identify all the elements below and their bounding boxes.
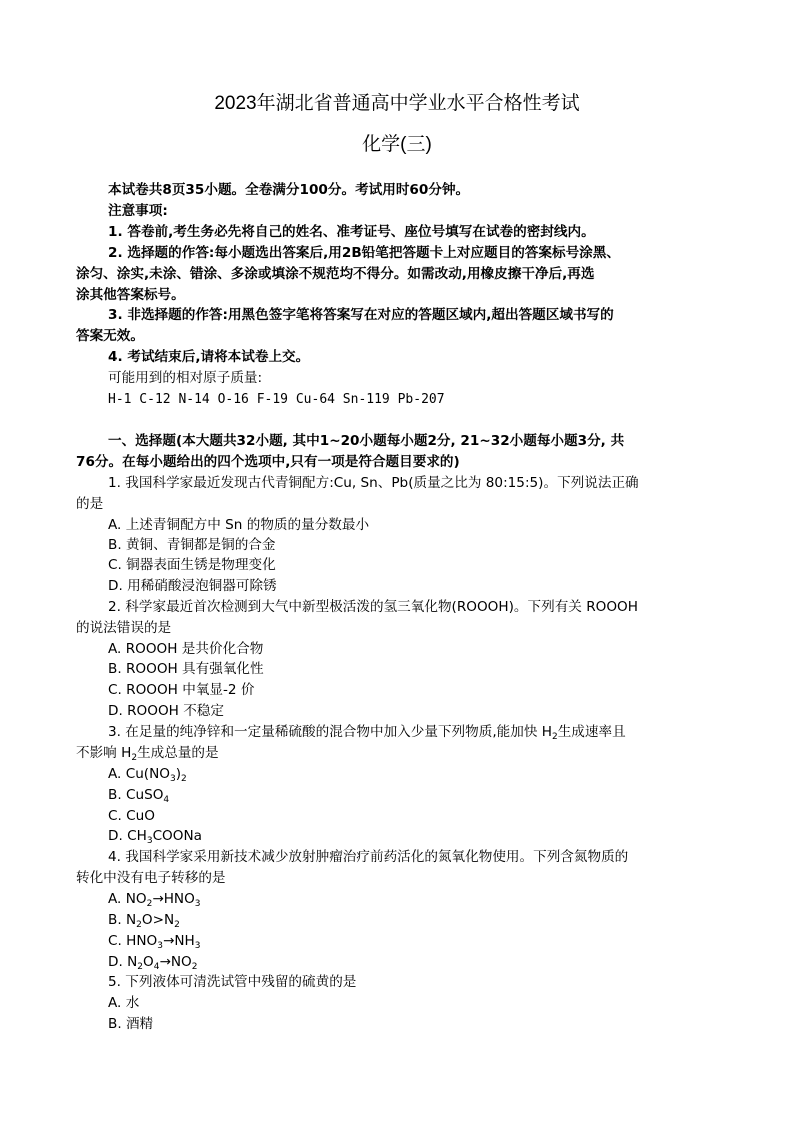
subject-title: 化学(三) — [362, 134, 432, 155]
q3-option-d: D. $CH_3COONa$ — [108, 828, 202, 846]
q4-option-c: C. $HNO_3\to NH_3$ — [108, 933, 201, 951]
q1-stem-line-1: 1. 我国科学家最近发现古代青铜配方:Cu, Sn、Pb(质量之比为 80:15:5)。下列说法正确 — [108, 475, 639, 491]
q5-stem: 5. 下列液体可清洗试管中残留的硫黄的是 — [108, 974, 357, 990]
q2-stem-line-1: 2. 科学家最近首次检测到大气中新型极活泼的氢三氧化物(ROOOH)。下列有关 ROOOH — [108, 599, 638, 615]
q3-stem-line-1: 3. 在足量的纯净锌和一定量稀硫酸的混合物中加入少量下列物质,能加快 $H_2$生成速率且 — [108, 724, 626, 742]
atomic-mass-list: H-1 C-12 N-14 O-16 F-19 Cu-64 Sn-119 Pb-207 — [108, 392, 445, 407]
q4-stem-line-1: 4. 我国科学家采用新技术减少放射肿瘤治疗前药活化的氮氧化物使用。下列含氮物质的 — [108, 849, 629, 865]
note-2-line-3: 涂其他答案标号。 — [76, 287, 185, 303]
note-2-line-1: 2. 选择题的作答:每小题选出答案后,用2B铅笔把答题卡上对应题目的答案标号涂黑、 — [108, 245, 620, 261]
q4-option-a: A. $NO_2\to HNO_3$ — [108, 891, 201, 909]
q5-option-b: B. 酒精 — [108, 1016, 154, 1032]
q3-option-c: C. CuO — [108, 808, 155, 824]
atomic-mass-heading: 可能用到的相对原子质量: — [108, 370, 263, 386]
q2-option-d: D. ROOOH 不稳定 — [108, 703, 224, 719]
note-4: 4. 考试结束后,请将本试卷上交。 — [108, 349, 310, 365]
q4-stem-line-2: 转化中没有电子转移的是 — [76, 870, 226, 886]
note-3-line-2: 答案无效。 — [76, 328, 144, 344]
note-2-line-2: 涂匀、涂实,未涂、错涂、多涂或填涂不规范均不得分。如需改动,用橡皮擦干净后,再选 — [76, 266, 595, 282]
notes-heading: 注意事项: — [108, 203, 168, 219]
section-1-heading-line-1: 一、选择题(本大题共32小题, 其中1~20小题每小题2分, 21~32小题每小题3分, 共 — [108, 433, 625, 449]
q3-option-a: A. $Cu(NO_3)_2$ — [108, 766, 187, 784]
q1-stem-line-2: 的是 — [76, 496, 104, 512]
q2-stem-line-2: 的说法错误的是 — [76, 620, 172, 636]
q4-option-d: D. $N_2O_4\to NO_2$ — [108, 954, 198, 972]
q4-option-b: B. $N_2O>N_2$ — [108, 912, 180, 930]
q2-option-c: C. ROOOH 中氧显-2 价 — [108, 682, 255, 698]
section-1-heading-line-2: 76分。在每小题给出的四个选项中,只有一项是符合题目要求的) — [76, 454, 460, 470]
exam-title: 2023年湖北省普通高中学业水平合格性考试 — [214, 93, 580, 114]
note-3-line-1: 3. 非选择题的作答:用黑色签字笔将答案写在对应的答题区域内,超出答题区域书写的 — [108, 307, 614, 323]
q2-option-a: A. ROOOH 是共价化合物 — [108, 641, 264, 657]
exam-summary: 本试卷共8页35小题。全卷满分100分。考试用时60分钟。 — [108, 182, 470, 198]
q1-option-b: B. 黄铜、青铜都是铜的合金 — [108, 537, 276, 553]
q1-option-d: D. 用稀硝酸浸泡铜器可除锈 — [108, 578, 277, 594]
q3-stem-line-2: 不影响 $H_2$生成总量的是 — [76, 745, 219, 763]
note-1: 1. 答卷前,考生务必先将自己的姓名、准考证号、座位号填写在试卷的密封线内。 — [108, 224, 595, 240]
q3-option-b: B. CuSO$_4$ — [108, 787, 170, 805]
q5-option-a: A. 水 — [108, 995, 140, 1011]
q1-option-a: A. 上述青铜配方中 Sn 的物质的量分数最小 — [108, 517, 370, 533]
q1-option-c: C. 铜器表面生锈是物理变化 — [108, 557, 276, 573]
q2-option-b: B. ROOOH 具有强氧化性 — [108, 661, 264, 677]
